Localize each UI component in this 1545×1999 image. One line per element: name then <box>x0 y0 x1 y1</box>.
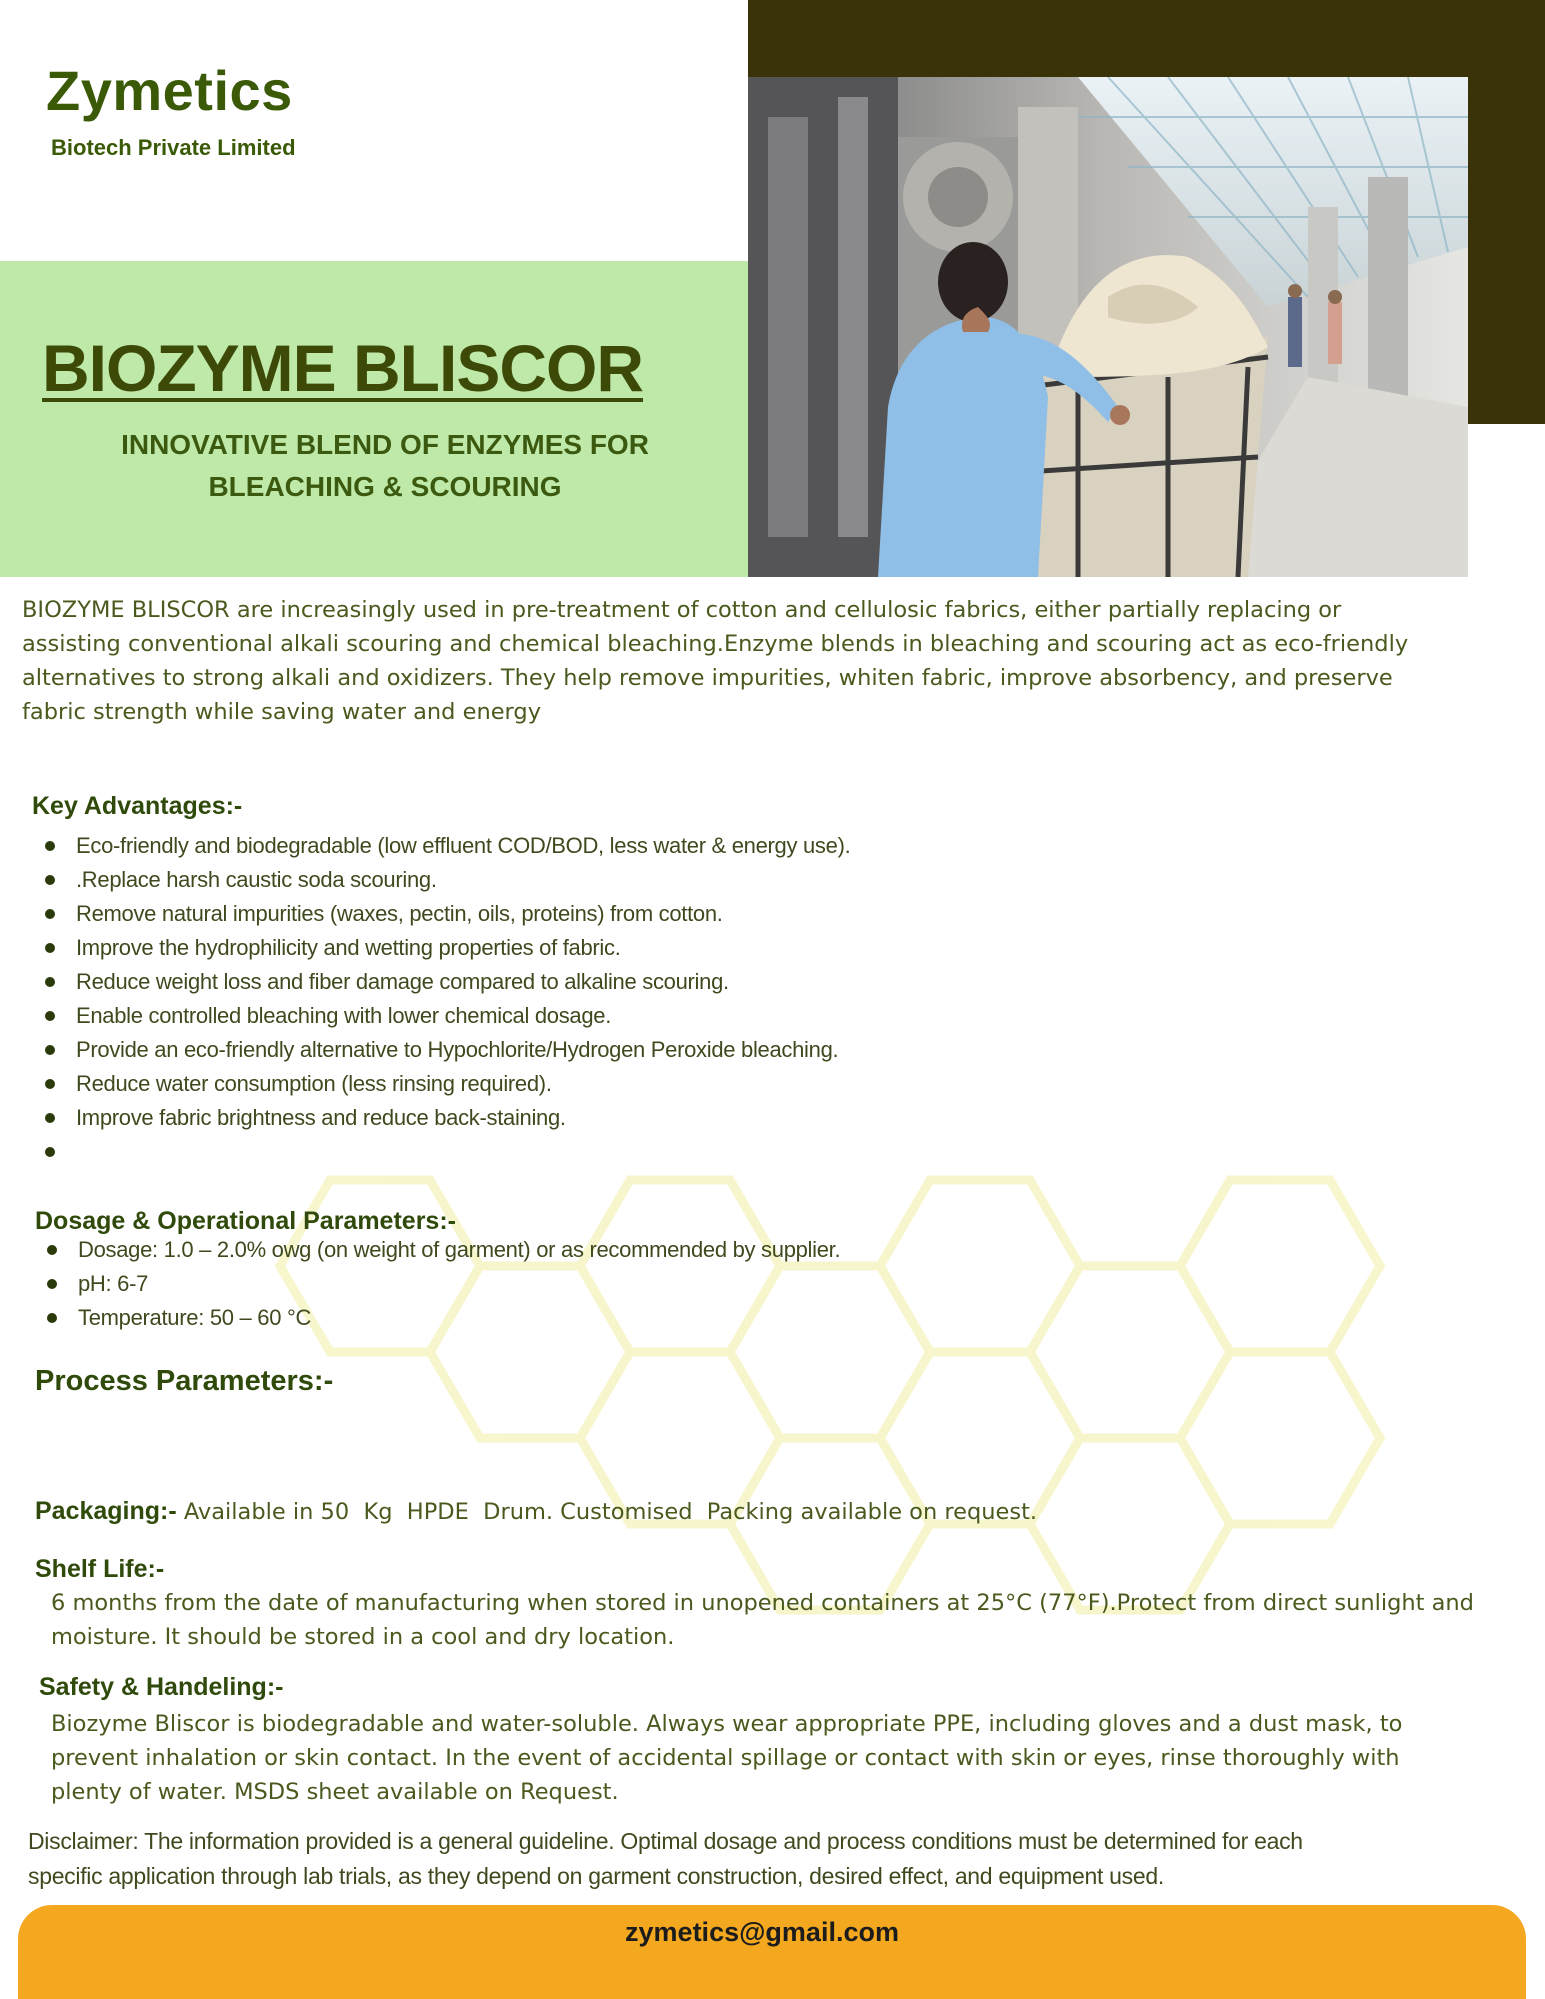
shelf-life-line: 6 months from the date of manufacturing when stored in unopened containers at 25°C (77°F).Protect from direct sunlight and <box>51 1590 1474 1616</box>
list-item <box>32 829 850 863</box>
footer-email-link[interactable]: zymetics@gmail.com <box>625 1917 899 1947</box>
intro-line: BIOZYME BLISCOR are increasingly used in pre-treatment of cotton and cellulosic fabrics, either partially replacing or <box>22 597 1342 623</box>
dosage-heading: Dosage & Operational Parameters:- <box>35 1207 456 1235</box>
green-title-block <box>0 261 748 577</box>
safety-line: prevent inhalation or skin contact. In the event of accidental spillage or contact with skin or eyes, rinse thoroughly with <box>51 1745 1400 1771</box>
product-title: BIOZYME BLISCOR <box>42 331 644 405</box>
list-item-text: Improve fabric brightness and reduce back-staining. <box>76 1105 566 1130</box>
list-item-text: Reduce weight loss and fiber damage compared to alkaline scouring. <box>76 969 729 994</box>
bullet-icon <box>45 1011 55 1021</box>
intro-paragraph <box>22 593 1522 729</box>
list-item <box>32 897 850 931</box>
list-item-text: pH: 6-7 <box>78 1271 149 1296</box>
safety-text <box>51 1707 1531 1809</box>
bullet-icon <box>45 875 55 885</box>
tagline-line: INNOVATIVE BLEND OF ENZYMES FOR <box>121 429 649 460</box>
packaging-text: Available in 50 Kg HPDE Drum. Customised Packing available on request. <box>176 1499 1038 1525</box>
product-tagline <box>0 424 770 508</box>
hero-photo <box>748 77 1468 577</box>
bullet-icon <box>47 1313 57 1323</box>
safety-line: Biozyme Bliscor is biodegradable and water-soluble. Always wear appropriate PPE, including gloves and a dust mask, to <box>51 1711 1403 1737</box>
list-item <box>32 1101 850 1135</box>
list-item-text: Remove natural impurities (waxes, pectin, oils, proteins) from cotton. <box>76 901 723 926</box>
list-item-text: Provide an eco-friendly alternative to Hypochlorite/Hydrogen Peroxide bleaching. <box>76 1037 839 1062</box>
list-item <box>32 1135 850 1169</box>
brand-name: Zymetics <box>46 59 293 122</box>
brand-subtitle: Biotech Private Limited <box>51 135 296 160</box>
list-item <box>32 1033 850 1067</box>
bullet-icon <box>45 1045 55 1055</box>
list-item <box>34 1267 840 1301</box>
bullet-icon <box>45 1079 55 1089</box>
bullet-icon <box>45 1147 55 1157</box>
list-item <box>32 863 850 897</box>
list-item <box>32 965 850 999</box>
list-item-text: Dosage: 1.0 – 2.0% owg (on weight of garment) or as recommended by supplier. <box>78 1237 841 1262</box>
disclaimer-line: specific application through lab trials, as they depend on garment construction, desired effect, and equipment used. <box>28 1863 1164 1889</box>
key-advantages-heading: Key Advantages:- <box>32 792 243 820</box>
brand-block <box>46 58 296 161</box>
list-item <box>32 931 850 965</box>
list-item-text: Improve the hydrophilicity and wetting properties of fabric. <box>76 935 621 960</box>
bullet-icon <box>45 977 55 987</box>
packaging-heading: Packaging:- <box>35 1497 177 1525</box>
bullet-icon <box>45 1113 55 1123</box>
dosage-list <box>34 1233 840 1335</box>
list-item-text: .Replace harsh caustic soda scouring. <box>76 867 437 892</box>
bullet-icon <box>47 1279 57 1289</box>
intro-line: fabric strength while saving water and energy <box>22 699 542 725</box>
bullet-icon <box>45 909 55 919</box>
process-heading: Process Parameters:- <box>35 1365 334 1397</box>
bullet-icon <box>45 841 55 851</box>
list-item <box>34 1301 840 1335</box>
factory-worker-fabric-cart-photo-icon <box>748 77 1468 577</box>
disclaimer-line: Disclaimer: The information provided is a general guideline. Optimal dosage and process conditions must be determined for each <box>28 1828 1303 1854</box>
shelf-life-line: moisture. It should be stored in a cool and dry location. <box>51 1624 675 1650</box>
list-item-text: Reduce water consumption (less rinsing required). <box>76 1071 552 1096</box>
footer-bar <box>18 1905 1526 1999</box>
safety-heading: Safety & Handeling:- <box>39 1673 284 1701</box>
tagline-line: BLEACHING & SCOURING <box>208 471 562 502</box>
list-item <box>34 1233 840 1267</box>
list-item-text: Enable controlled bleaching with lower chemical dosage. <box>76 1003 612 1028</box>
shelf-life-heading: Shelf Life:- <box>35 1555 165 1583</box>
packaging-row <box>35 1497 1037 1526</box>
list-item <box>32 1067 850 1101</box>
key-advantages-list <box>32 829 850 1169</box>
safety-line: plenty of water. MSDS sheet available on Request. <box>51 1779 619 1805</box>
shelf-life-text <box>51 1586 1531 1654</box>
disclaimer <box>28 1824 1508 1894</box>
intro-line: alternatives to strong alkali and oxidizers. They help remove impurities, whiten fabric, improve absorbency, and preserve <box>22 665 1393 691</box>
bullet-icon <box>47 1245 57 1255</box>
list-item <box>32 999 850 1033</box>
list-item-text: Eco-friendly and biodegradable (low effluent COD/BOD, less water & energy use). <box>76 833 851 858</box>
bullet-icon <box>45 943 55 953</box>
list-item-text: Temperature: 50 – 60 °C <box>78 1305 312 1330</box>
intro-line: assisting conventional alkali scouring and chemical bleaching.Enzyme blends in bleaching and scouring act as eco-friendly <box>22 631 1409 657</box>
